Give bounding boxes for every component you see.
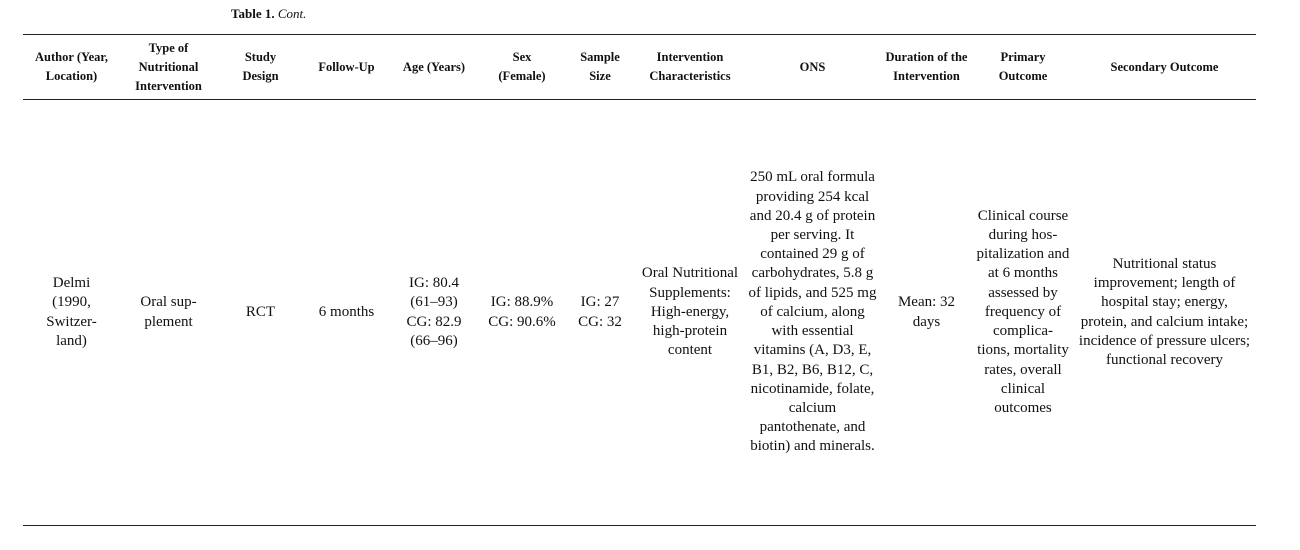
- header-type: Type of Nutritional Intervention: [135, 40, 202, 93]
- header-design: Study Design: [242, 50, 279, 83]
- cell-author: Delmi (1990, Switzer- land): [46, 275, 97, 349]
- cell-secondary: Nutritional status improvement; length of hospital stay; energy, protein, and calcium intake; incidence of pressure ulcers; functional recovery: [1078, 255, 1251, 368]
- cell-design: RCT: [245, 303, 276, 320]
- header-sample: Sample Size: [580, 50, 620, 83]
- cell-type: Oral sup- plement: [140, 294, 197, 330]
- cell-followup: 6 months: [318, 303, 375, 320]
- header-followup: Follow-Up: [318, 59, 375, 74]
- header-ons: ONS: [799, 59, 826, 74]
- cell-sample: IG: 27 CG: 32: [578, 294, 622, 330]
- header-primary: Primary Outcome: [998, 50, 1048, 83]
- table-caption-cont: Cont.: [277, 6, 307, 21]
- header-author: Author (Year, Location): [35, 50, 108, 83]
- header-intervention: Intervention Characteristics: [649, 50, 731, 83]
- cell-age: IG: 80.4 (61–93) CG: 82.9 (66–96): [406, 275, 462, 349]
- cell-primary: Clinical course during hos- pitalization and at 6 months assessed by frequency of complica- tions, mortality rates, overall clinical outcomes: [976, 207, 1070, 416]
- header-sex: Sex (Female): [498, 50, 546, 83]
- study-table: [23, 34, 1256, 526]
- table-caption: [231, 5, 306, 23]
- table-header-row: [23, 35, 1256, 100]
- cell-intervention: Oral Nutritional Supplements: High-energy, high-protein content: [641, 265, 739, 359]
- cell-duration: Mean: 32 days: [897, 294, 956, 330]
- header-duration: Duration of the Intervention: [885, 50, 968, 83]
- header-age: Age (Years): [402, 59, 466, 74]
- header-secondary: Secondary Outcome: [1110, 59, 1219, 74]
- table-caption-label: Table 1.: [231, 6, 275, 21]
- cell-sex: IG: 88.9% CG: 90.6%: [488, 294, 556, 330]
- cell-ons: 250 mL oral formula providing 254 kcal and 20.4 g of protein per serving. It contained 29 g of carbohydrates, 5.8 g of lipids, and 525 mg of calcium, along with essential vitamins (A, D3, E, B1, B2, B6, B12, C, nicotinamide, folate, calcium pantothenate, and biotin) and minerals.: [748, 169, 877, 455]
- table-row: [23, 100, 1256, 526]
